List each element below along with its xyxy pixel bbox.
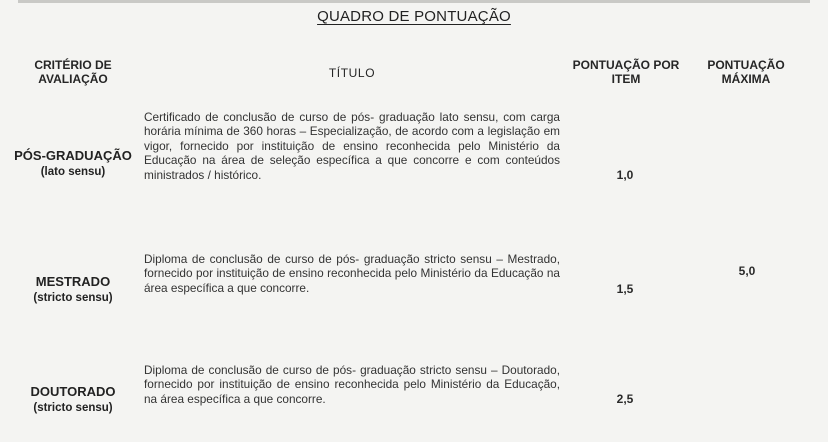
criterio-sub: (lato sensu) — [40, 166, 106, 178]
row-mestrado-pontuacao: 1,5 — [616, 282, 634, 296]
row-pos-graduacao-criterio — [14, 148, 132, 180]
header-criterio: CRITÉRIO DE AVALIAÇÃO — [34, 58, 112, 86]
pontuacao-maxima-value: 5,0 — [738, 264, 756, 278]
criterio-label: PÓS-GRADUAÇÃO — [14, 148, 132, 163]
page-title — [0, 8, 828, 25]
criterio-label: MESTRADO — [35, 274, 111, 289]
header-titulo: TÍTULO — [328, 66, 376, 80]
row-doutorado-descricao: Diploma de conclusão de curso de pós- graduação stricto sensu – Doutorado, fornecido por instituição de ensino reconhecida pelo Ministério da Educação, na área específica a que concorre. — [144, 363, 560, 406]
top-rule — [18, 0, 810, 3]
row-doutorado-pontuacao: 2,5 — [616, 392, 634, 406]
criterio-sub: (stricto sensu) — [33, 292, 113, 304]
row-pos-graduacao-descricao: Certificado de conclusão de curso de pós- graduação lato sensu, com carga horária mínima de 360 horas – Especialização, de acordo com a legislação em vigor, fornecido por instituição de ensino reconhecida pelo Ministério da Educação na área de seleção específica a que concorre e com conteúdos ministrados / histórico. — [144, 110, 560, 182]
page-title-text: QUADRO DE PONTUAÇÃO — [317, 8, 511, 25]
header-pontuacao-item: PONTUAÇÃO POR ITEM — [572, 58, 680, 86]
row-pos-graduacao-pontuacao: 1,0 — [616, 168, 634, 182]
row-mestrado-descricao: Diploma de conclusão de curso de pós- graduação stricto sensu – Mestrado, fornecido por instituição de ensino reconhecida pelo Ministério da Educação na área específica a que concorre. — [144, 252, 560, 295]
criterio-sub: (stricto sensu) — [33, 402, 113, 414]
header-pontuacao-maxima: PONTUAÇÃO MÁXIMA — [707, 58, 785, 86]
criterio-label: DOUTORADO — [30, 384, 116, 399]
row-mestrado-criterio — [14, 274, 132, 306]
row-doutorado-criterio — [14, 384, 132, 416]
